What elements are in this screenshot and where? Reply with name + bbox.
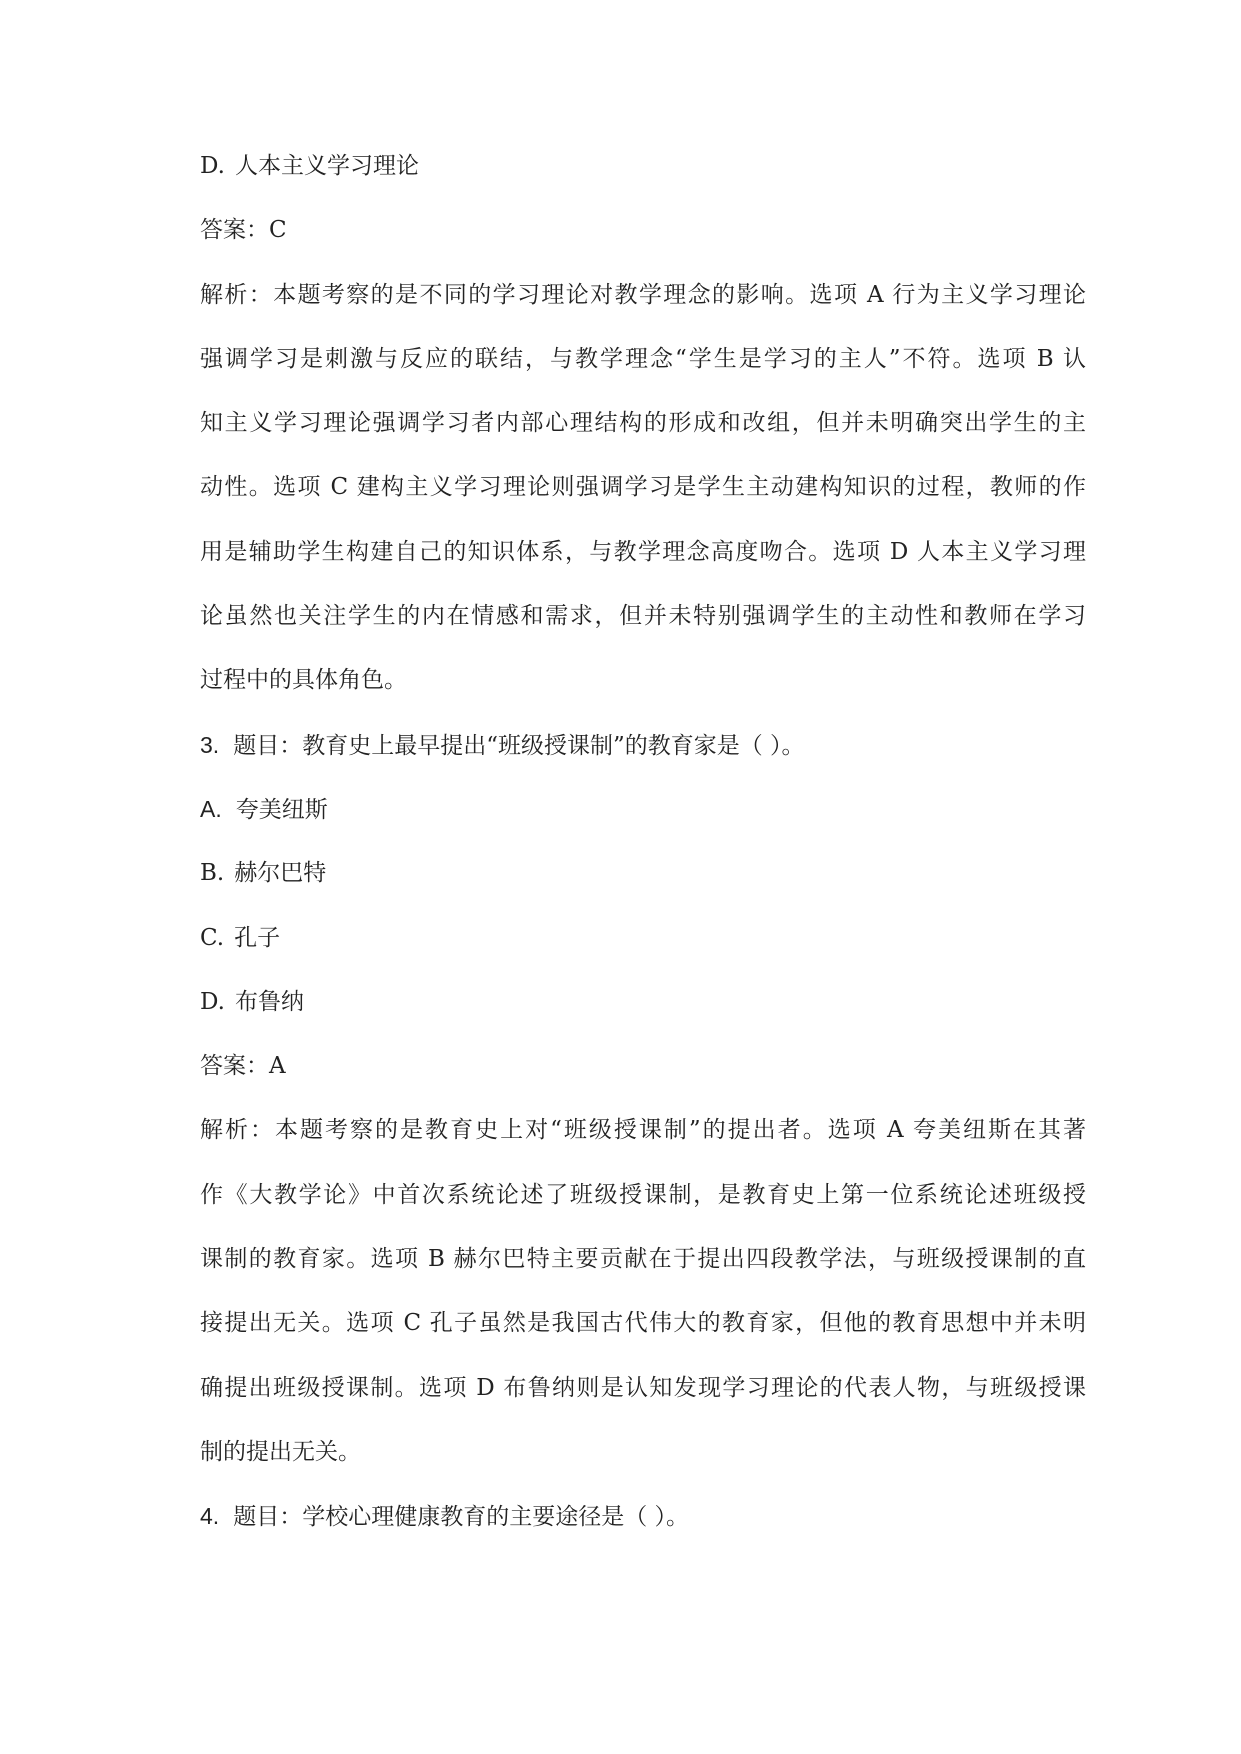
analysis-line: 解析：本题考察的是不同的学习理论对教学理念的影响。选项 A 行为主义学习理论 xyxy=(200,281,1086,308)
option-label: D. xyxy=(200,988,225,1015)
q3-option-c xyxy=(200,906,1086,970)
option-text: 夸美纽斯 xyxy=(235,796,328,823)
question-text: 题目：学校心理健康教育的主要途径是（ ）。 xyxy=(233,1504,689,1531)
q3-option-b xyxy=(200,841,1086,905)
analysis-line: 课制的教育家。选项 B 赫尔巴特主要贡献在于提出四段教学法，与班级授课制的直 xyxy=(200,1246,1086,1273)
q3-option-d xyxy=(200,970,1086,1034)
analysis-line: 论虽然也关注学生的内在情感和需求，但并未特别强调学生的主动性和教师在学习 xyxy=(200,603,1086,630)
analysis-line: 制的提出无关。 xyxy=(200,1438,361,1465)
analysis-line: 确提出班级授课制。选项 D 布鲁纳则是认知发现学习理论的代表人物，与班级授课 xyxy=(200,1374,1086,1401)
option-label: C. xyxy=(200,924,225,951)
option-text: 布鲁纳 xyxy=(234,988,304,1015)
analysis-line: 知主义学习理论强调学习者内部心理结构的形成和改组，但并未明确突出学生的主 xyxy=(200,410,1086,437)
question-number: 4. xyxy=(200,1503,220,1530)
analysis-line: 用是辅助学生构建自己的知识体系，与教学理念高度吻合。选项 D 人本主义学习理 xyxy=(200,538,1086,565)
q3-answer: 答案：A xyxy=(200,1053,286,1080)
question-number: 3. xyxy=(200,731,220,758)
option-label: B. xyxy=(200,860,225,887)
option-text: 人本主义学习理论 xyxy=(234,153,419,179)
analysis-line: 接提出无关。选项 C 孔子虽然是我国古代伟大的教育家，但他的教育思想中并未明 xyxy=(200,1310,1086,1337)
option-text: 孔子 xyxy=(234,924,281,951)
analysis-line: 解析：本题考察的是教育史上对“班级授课制”的提出者。选项 A 夸美纽斯在其著 xyxy=(200,1117,1086,1144)
q3-analysis xyxy=(200,1098,1086,1484)
q2-answer: 答案：C xyxy=(200,217,287,244)
q3-option-a xyxy=(200,777,1086,841)
analysis-line: 强调学习是刺激与反应的联结，与教学理念“学生是学习的主人”不符。选项 B 认 xyxy=(200,345,1086,372)
document-page xyxy=(200,134,1086,1549)
q3-question xyxy=(200,713,1086,777)
option-label: D. xyxy=(200,153,225,179)
analysis-line: 动性。选项 C 建构主义学习理论则强调学习是学生主动建构知识的过程，教师的作 xyxy=(200,474,1086,501)
option-text: 赫尔巴特 xyxy=(234,860,327,887)
analysis-line: 过程中的具体角色。 xyxy=(200,667,407,694)
analysis-line: 作《大教学论》中首次系统论述了班级授课制，是教育史上第一位系统论述班级授 xyxy=(200,1181,1086,1208)
q4-question xyxy=(200,1484,1086,1548)
question-text: 题目：教育史上最早提出“班级授课制”的教育家是（ ）。 xyxy=(233,732,805,759)
q2-analysis xyxy=(200,263,1086,713)
q2-option-d xyxy=(200,134,1086,198)
option-label: A. xyxy=(200,795,222,822)
